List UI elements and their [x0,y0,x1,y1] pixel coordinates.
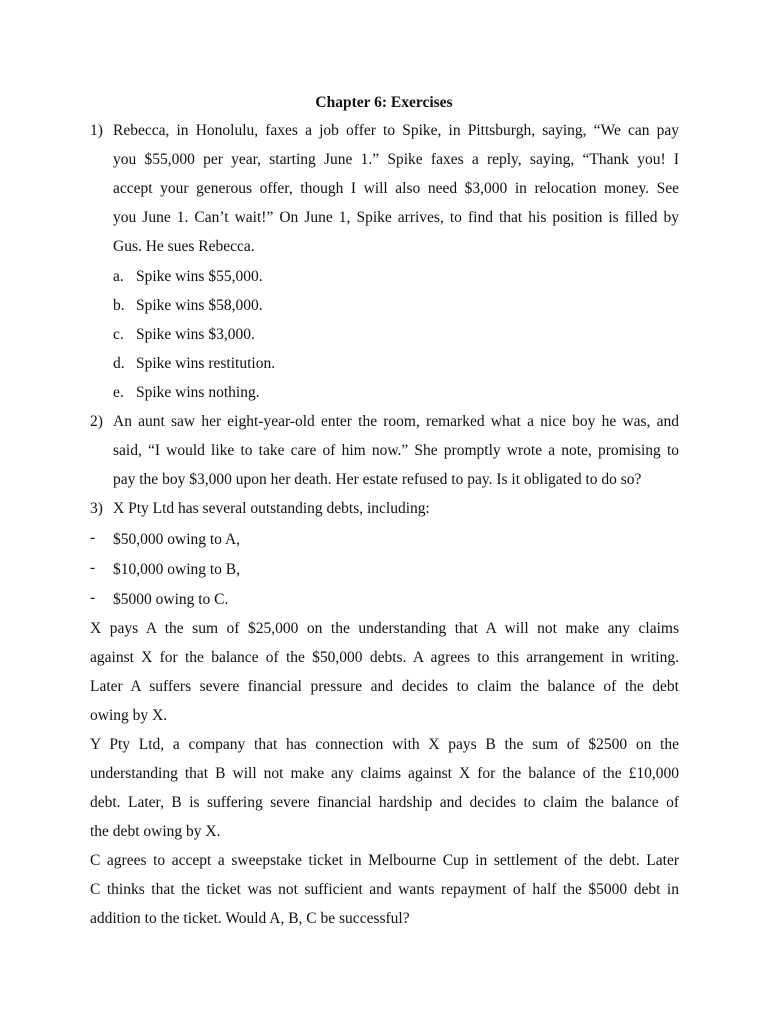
question-1-line: you June 1. Can’t wait!” On June 1, Spike arrives, to find that his position is filled by [113,209,679,226]
option-label: e. [113,384,124,401]
question-2-line: pay the boy $3,000 upon her death. Her estate refused to pay. Is it obligated to do so? [113,471,642,488]
paragraph-line: against X for the balance of the $50,000 debts. A agrees to this arrangement in writing. [90,649,679,666]
option-b [113,295,263,317]
question-1-text [113,116,679,261]
option-label: c. [113,326,124,343]
option-text: Spike wins $58,000. [136,297,263,314]
option-c [113,324,255,346]
question-1-line: Rebecca, in Honolulu, faxes a job offer to Spike, in Pittsburgh, saying, “We can pay [113,122,679,139]
debt-item: $50,000 owing to A, [113,531,241,548]
option-text: Spike wins nothing. [136,384,260,401]
option-label: a. [113,268,124,285]
paragraph-line: C thinks that the ticket was not sufficient and wants repayment of half the $5000 debt in [90,881,679,898]
option-label: d. [113,355,125,372]
option-a [113,266,263,288]
question-3-number: 3) [90,500,103,517]
page-title: Chapter 6: Exercises [315,94,453,111]
question-1-line: Gus. He sues Rebecca. [113,238,255,255]
paragraph-line: understanding that B will not make any claims against X for the balance of the £10,000 [90,765,679,782]
paragraph-line: Y Pty Ltd, a company that has connection with X pays B the sum of $2500 on the [90,736,679,753]
debt-bullet: - [90,529,96,546]
paragraph-b [90,730,679,846]
paragraph-line: X pays A the sum of $25,000 on the understanding that A will not make any claims [90,620,679,637]
paragraph-line: owing by X. [90,707,168,724]
question-2-number: 2) [90,413,103,430]
paragraph-line: C agrees to accept a sweepstake ticket in Melbourne Cup in settlement of the debt. Later [90,852,679,869]
question-2-line: said, “I would like to take care of him now.” She promptly wrote a note, promising to [113,442,679,459]
question-1-number: 1) [90,122,103,139]
debt-item: $5000 owing to C. [113,591,229,608]
debt-bullet: - [90,589,96,606]
question-2-text [113,407,679,494]
option-e [113,382,260,404]
debt-bullet: - [90,559,96,576]
option-text: Spike wins restitution. [136,355,276,372]
option-text: Spike wins $3,000. [136,326,255,343]
paragraph-line: debt. Later, B is suffering severe financial hardship and decides to claim the balance of [90,794,679,811]
option-d [113,353,275,375]
paragraph-line: Later A suffers severe financial pressure and decides to claim the balance of the debt [90,678,679,695]
question-1-line: accept your generous offer, though I will also need $3,000 in relocation money. See [113,180,679,197]
question-3-intro: X Pty Ltd has several outstanding debts, including: [113,500,430,517]
paragraph-c [90,846,679,933]
question-1-line: you $55,000 per year, starting June 1.” Spike faxes a reply, saying, “Thank you! I [113,151,679,168]
debt-item: $10,000 owing to B, [113,561,241,578]
question-2-line: An aunt saw her eight-year-old enter the room, remarked what a nice boy he was, and [113,413,679,430]
option-label: b. [113,297,125,314]
paragraph-a [90,614,679,730]
paragraph-line: the debt owing by X. [90,823,221,840]
option-text: Spike wins $55,000. [136,268,263,285]
paragraph-line: addition to the ticket. Would A, B, C be successful? [90,910,410,927]
